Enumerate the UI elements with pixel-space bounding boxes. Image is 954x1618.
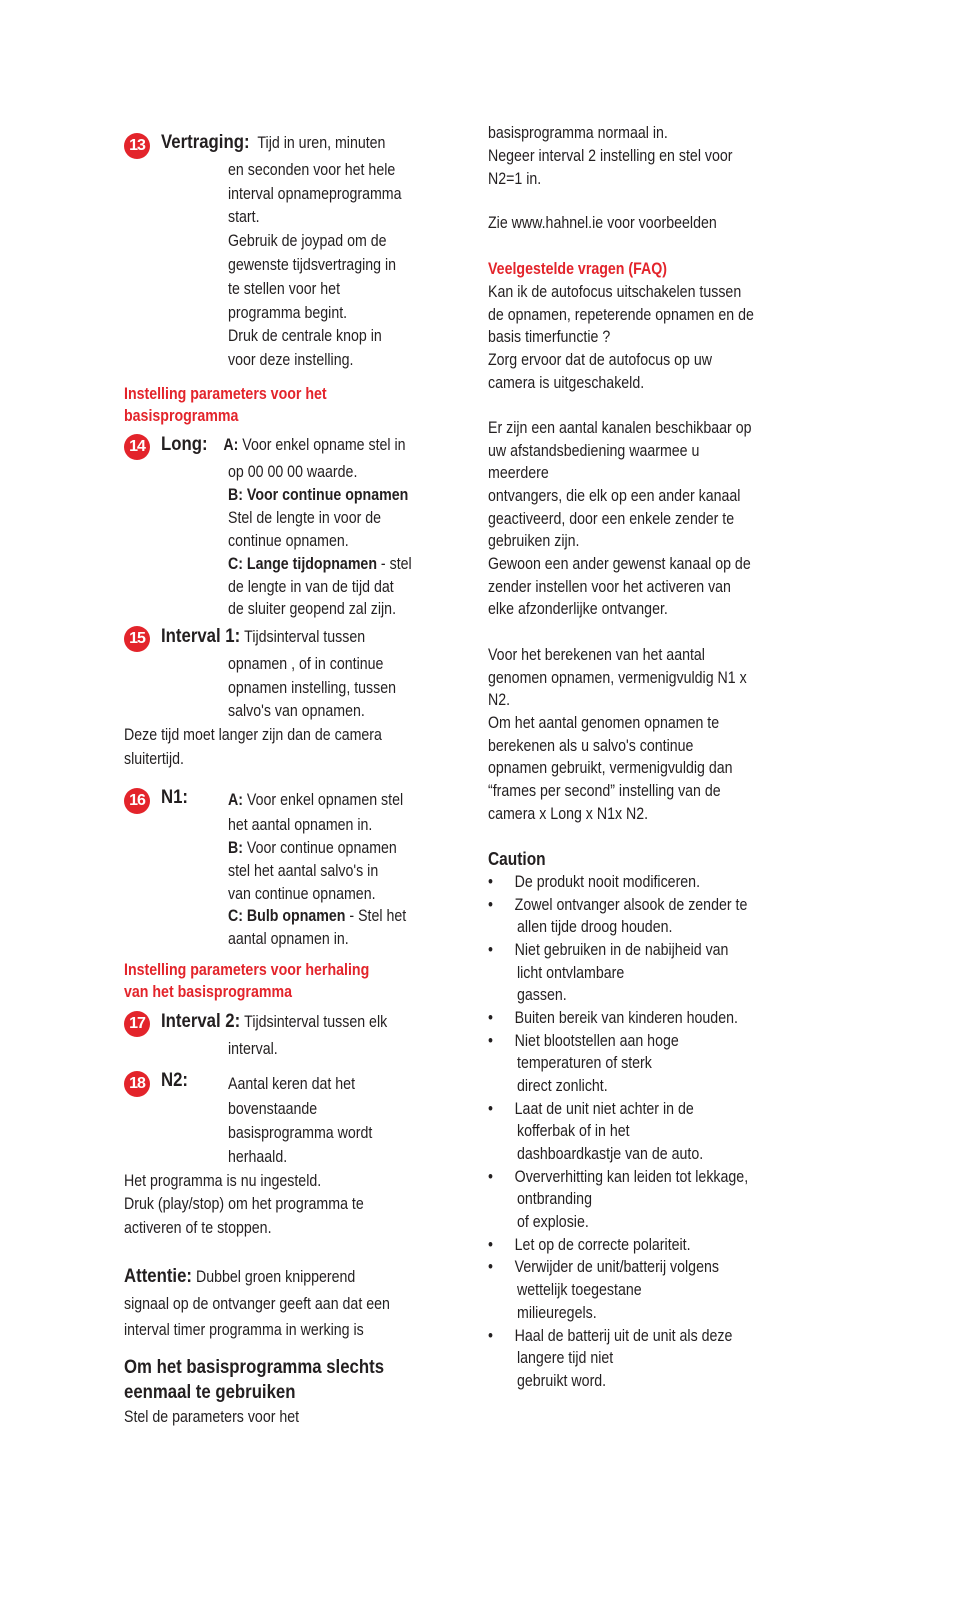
caution-item-cont: kofferbak of in het bbox=[517, 1122, 630, 1140]
vertraging-line: programma begint. bbox=[228, 304, 348, 322]
vertraging-line bbox=[161, 131, 490, 156]
caution-item-cont: of explosie. bbox=[517, 1213, 589, 1231]
faq-text: genomen opnamen, vermenigvuldig N1 x bbox=[488, 669, 747, 687]
n1-option-a: A: Voor enkel opnamen stel bbox=[228, 791, 404, 809]
n1-line: van continue opnamen. bbox=[228, 885, 376, 903]
attention-line: Attentie: Dubbel groen knipperend bbox=[124, 1265, 356, 1287]
long-line: Stel de lengte in voor de bbox=[228, 509, 382, 527]
once-heading: Om het basisprogramma slechts bbox=[124, 1356, 385, 1378]
faq-text: Zorg ervoor dat de autofocus op uw bbox=[488, 351, 713, 369]
interval1-note: Deze tijd moet langer zijn dan de camera bbox=[124, 726, 382, 744]
long-option-c: C: Lange tijdopnamen - stel bbox=[228, 555, 412, 573]
caution-item-cont: gebruikt word. bbox=[517, 1372, 607, 1390]
step-number-17: 17 bbox=[124, 1011, 150, 1037]
caution-item-cont: ontbranding bbox=[517, 1190, 592, 1208]
faq-text: meerdere bbox=[488, 464, 549, 482]
n1-line: aantal opnamen in. bbox=[228, 930, 349, 948]
n2-line: bovenstaande bbox=[228, 1100, 318, 1118]
vertraging-line: voor deze instelling. bbox=[228, 351, 354, 369]
section-heading-basis: Instelling parameters voor het bbox=[124, 385, 327, 403]
caution-item-cont: allen tijde droog houden. bbox=[517, 918, 673, 936]
vertraging-line: gewenste tijdsvertraging in bbox=[228, 256, 397, 274]
long-line: op 00 00 00 waarde. bbox=[228, 463, 358, 481]
continued-text: basisprogramma normaal in. bbox=[488, 124, 668, 142]
attention-line: interval timer programma in werking is bbox=[124, 1321, 364, 1339]
step-number-14: 14 bbox=[124, 434, 150, 460]
long-line: Long: A: Voor enkel opname stel in bbox=[161, 433, 406, 455]
long-option-b: B: Voor continue opnamen bbox=[228, 486, 409, 504]
faq-text: opnamen gebruikt, vermenigvuldig dan bbox=[488, 759, 733, 777]
caution-heading: Caution bbox=[488, 849, 546, 869]
program-set-text: activeren of te stoppen. bbox=[124, 1219, 272, 1237]
bullet-icon: • bbox=[488, 1009, 493, 1027]
step-number-18: 18 bbox=[124, 1071, 150, 1097]
bullet-icon: • bbox=[488, 1327, 493, 1345]
interval1-line: Interval 1: Tijdsinterval tussen bbox=[161, 625, 366, 647]
long-line: de sluiter geopend zal zijn. bbox=[228, 600, 397, 618]
interval1-line: opnamen instelling, tussen bbox=[228, 679, 397, 697]
faq-text: camera is uitgeschakeld. bbox=[488, 374, 645, 392]
vertraging-line: interval opnameprogramma bbox=[228, 185, 402, 203]
n2-line: basisprogramma wordt bbox=[228, 1124, 373, 1142]
caution-item-cont: milieuregels. bbox=[517, 1304, 597, 1322]
step-number-13: 13 bbox=[124, 133, 150, 159]
vertraging-line: en seconden voor het hele bbox=[228, 161, 396, 179]
n1-line: stel het aantal salvo's in bbox=[228, 862, 379, 880]
faq-text: ontvangers, die elk op een ander kanaal bbox=[488, 487, 741, 505]
long-term: Long: bbox=[161, 433, 208, 455]
n2-line: herhaald. bbox=[228, 1148, 288, 1166]
bullet-icon: • bbox=[488, 873, 493, 891]
interval2-line: Interval 2: Tijdsinterval tussen elk bbox=[161, 1010, 388, 1032]
n2-term: N2: bbox=[161, 1069, 189, 1091]
faq-text: zender instellen voor het activeren van bbox=[488, 578, 731, 596]
once-heading: eenmaal te gebruiken bbox=[124, 1381, 296, 1403]
faq-text: gebruiken zijn. bbox=[488, 532, 580, 550]
step-number-16: 16 bbox=[124, 788, 150, 814]
program-set-text: Druk (play/stop) om het programma te bbox=[124, 1195, 364, 1213]
n1-term: N1: bbox=[161, 786, 189, 808]
caution-item-cont: dashboardkastje van de auto. bbox=[517, 1145, 704, 1163]
interval2-term: Interval 2: bbox=[161, 1010, 241, 1032]
bullet-icon: • bbox=[488, 1032, 493, 1050]
vertraging-line: Gebruik de joypad om de bbox=[228, 232, 387, 250]
faq-text: Er zijn een aantal kanalen beschikbaar op bbox=[488, 419, 752, 437]
section-heading-repeat: van het basisprogramma bbox=[124, 983, 292, 1001]
vertraging-term: Vertraging: bbox=[161, 131, 250, 153]
vertraging-line: te stellen voor het bbox=[228, 280, 341, 298]
continued-text: Negeer interval 2 instelling en stel voor bbox=[488, 147, 733, 165]
caution-item-cont: licht ontvlambare bbox=[517, 964, 625, 982]
caution-item-cont: direct zonlicht. bbox=[517, 1077, 608, 1095]
bullet-icon: • bbox=[488, 1100, 493, 1118]
faq-heading: Veelgestelde vragen (FAQ) bbox=[488, 260, 668, 278]
long-line: continue opnamen. bbox=[228, 532, 349, 550]
faq-text: Om het aantal genomen opnamen te bbox=[488, 714, 720, 732]
caution-item-cont: langere tijd niet bbox=[517, 1349, 614, 1367]
attention-line: signaal op de ontvanger geeft aan dat een bbox=[124, 1295, 390, 1313]
n2-line: Aantal keren dat het bbox=[228, 1075, 356, 1093]
caution-item-cont: wettelijk toegestane bbox=[517, 1281, 642, 1299]
n1-line: het aantal opnamen in. bbox=[228, 816, 373, 834]
faq-text: N2. bbox=[488, 691, 511, 709]
manual-page: 13 Vertraging: Tijd in uren, minuten en seconden voor het hele interval opnameprogramma start. Gebruik de joypad om de gewenste tijdsvertraging in te stellen voor het programma begint. Druk de centrale knop in voor deze instelling. Instelling parameters voor het basisprogramma 14 Long: A: Voor enkel opname stel in op 00 00 00 waarde. B: Voor continue opnamen Stel de lengte in voor de continue opnamen. C: Lange tijdopnamen - stel de lengte in van de tijd dat de sluiter geopend zal zijn. 15 Interval 1: Tijdsinterval tussen opnamen , of in continue opnamen instelling, tussen salvo's van opnamen. Deze tijd moet langer zijn dan de camera sluitertijd. 16 N1: A: Voor enkel opnamen stel het aantal opnamen in. B: Voor continue opnamen stel het aantal salvo's in van continue opnamen. C: Bulb opnamen - Stel het aantal opnamen in. Instelling parameters voor herhaling van het basisprogramma 17 Interval 2: Tijdsinterval tussen elk interval. 18 N2: Aantal keren dat het bovenstaande basisprogramma wordt herhaald. Het programma is nu ingesteld. Druk (play/stop) om het programma te activeren of te stoppen. Attentie: Dubbel groen knipperend signaal op de ontvanger geeft aan dat een interval timer programma in werking is Om het basisprogramma slechts eenmaal te gebruiken Stel de parameters voor het basisprogramma normaal in. Negeer interval 2 instelling en stel voor N2=1 in. Zie www.hahnel.ie voor voorbeelden Veelgestelde vragen (FAQ) Kan ik de autofocus uitschakelen tussen de opnamen, repeterende opnamen en de basis timerfunctie ? Zorg ervoor dat de autofocus op uw camera is uitgeschakeld. Er zijn een aantal kanalen beschikbaar op uw afstandsbediening waarmee u meerdere ontvangers, die elk op een ander kanaal geactiveerd, door een enkele zender te gebruiken zijn. Gewoon een ander gewenst kanaal op de zender instellen voor het activeren van elke afzonderlijke ontvanger. Voor het berekenen van het aantal genomen opnamen, vermenigvuldig N1 x N2. Om het aantal genomen opnamen te berekenen als u salvo's continue opnamen gebruikt, vermenigvuldig dan “frames per second” instelling van de camera x Long x N1x N2. Caution • De produkt nooit modificeren. • Zowel ontvanger alsook de zender te allen tijde droog houden. • Niet gebruiken in de nabijheid van licht ontvlambare gassen. • Buiten bereik van kinderen houden. • Niet blootstellen aan hoge temperaturen of sterk direct zonlicht. • Laat de unit niet achter in de kofferbak of in het dashboardkastje van de auto. • Oververhitting kan leiden tot lekkage, ontbranding of explosie. • Let op de correcte polariteit. • Verwijder de unit/batterij volgens wettelijk toegestane milieuregels. • Haal de batterij uit de unit als deze langere tijd niet gebruikt word. bbox=[0, 0, 954, 1618]
faq-text: elke afzonderlijke ontvanger. bbox=[488, 600, 668, 618]
interval1-term: Interval 1: bbox=[161, 625, 241, 647]
continued-text: N2=1 in. bbox=[488, 170, 542, 188]
faq-text: Voor het berekenen van het aantal bbox=[488, 646, 705, 664]
step-number-15: 15 bbox=[124, 626, 150, 652]
faq-text: uw afstandsbediening waarmee u bbox=[488, 442, 700, 460]
bullet-icon: • bbox=[488, 1236, 493, 1254]
attention-label: Attentie: bbox=[124, 1265, 193, 1287]
bullet-icon: • bbox=[488, 941, 493, 959]
bullet-icon: • bbox=[488, 1168, 493, 1186]
faq-text: Kan ik de autofocus uitschakelen tussen bbox=[488, 283, 742, 301]
interval2-line: interval. bbox=[228, 1040, 278, 1058]
faq-text: geactiveerd, door een enkele zender te bbox=[488, 510, 735, 528]
faq-text: “frames per second” instelling van de bbox=[488, 782, 721, 800]
vertraging-line: start. bbox=[228, 208, 260, 226]
caution-item-cont: temperaturen of sterk bbox=[517, 1054, 652, 1072]
program-set-text: Het programma is nu ingesteld. bbox=[124, 1172, 322, 1190]
n1-option-b: B: Voor continue opnamen bbox=[228, 839, 397, 857]
faq-text: basis timerfunctie ? bbox=[488, 328, 611, 346]
faq-text: Gewoon een ander gewenst kanaal op de bbox=[488, 555, 751, 573]
faq-text: de opnamen, repeterende opnamen en de bbox=[488, 306, 754, 324]
faq-text: camera x Long x N1x N2. bbox=[488, 805, 649, 823]
vertraging-line: Druk de centrale knop in bbox=[228, 327, 382, 345]
n1-option-c: C: Bulb opnamen - Stel het bbox=[228, 907, 407, 925]
bullet-icon: • bbox=[488, 1258, 493, 1276]
long-line: de lengte in van de tijd dat bbox=[228, 578, 394, 596]
section-heading-repeat: Instelling parameters voor herhaling bbox=[124, 961, 370, 979]
website-reference: Zie www.hahnel.ie voor voorbeelden bbox=[488, 214, 717, 232]
bullet-icon: • bbox=[488, 896, 493, 914]
interval1-line: opnamen , of in continue bbox=[228, 655, 384, 673]
faq-text: berekenen als u salvo's continue bbox=[488, 737, 694, 755]
once-text: Stel de parameters voor het bbox=[124, 1408, 300, 1426]
interval1-line: salvo's van opnamen. bbox=[228, 702, 365, 720]
section-heading-basis: basisprogramma bbox=[124, 407, 239, 425]
vertraging-text: Tijd in uren, minuten bbox=[257, 134, 386, 152]
caution-item-cont: gassen. bbox=[517, 986, 567, 1004]
interval1-note: sluitertijd. bbox=[124, 750, 184, 768]
